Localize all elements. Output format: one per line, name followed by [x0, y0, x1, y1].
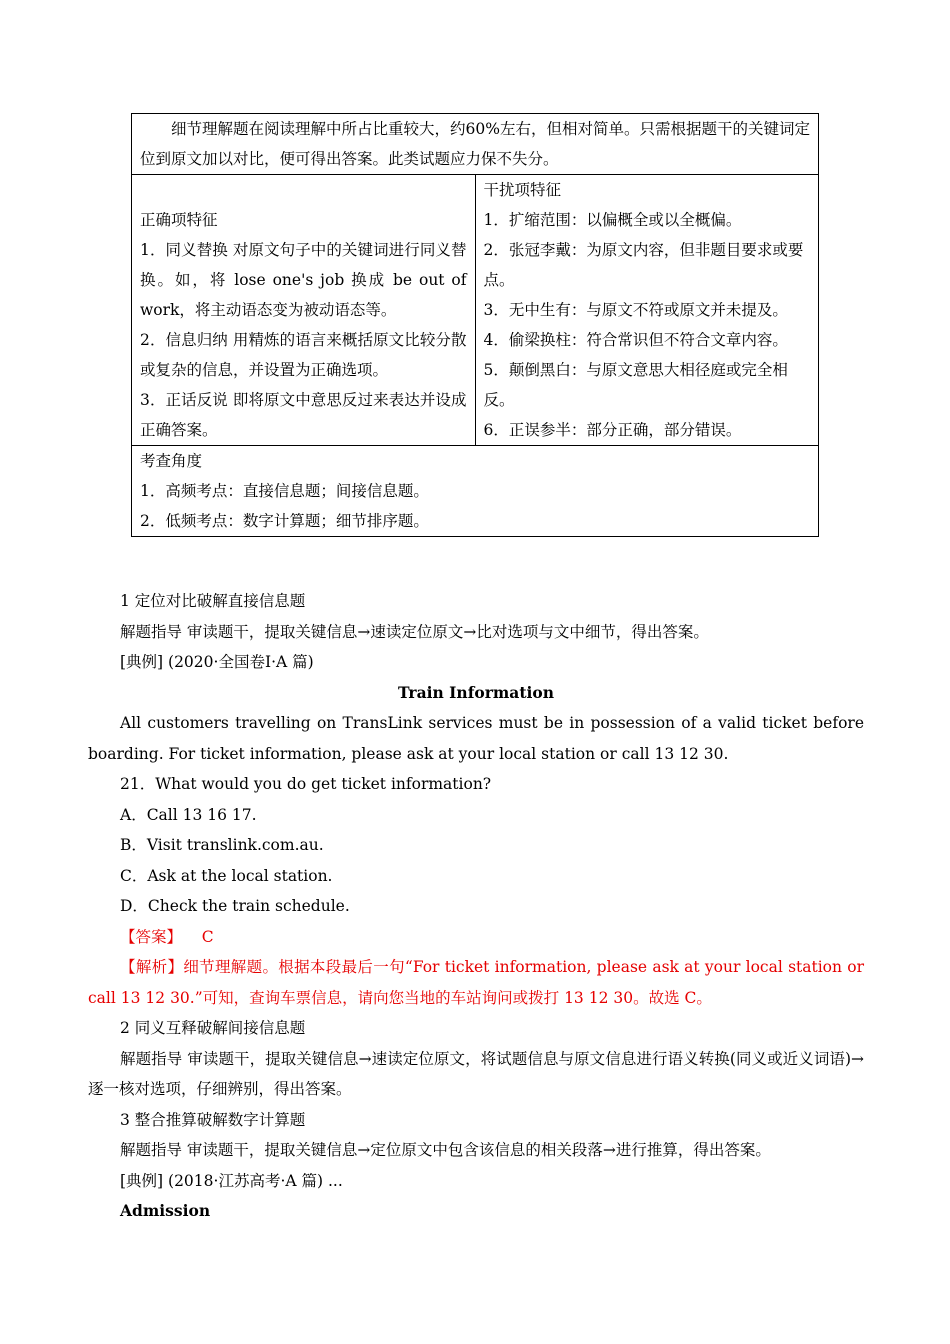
section3-example: [典例] (2018·江苏高考·A 篇) ...: [120, 1171, 343, 1190]
section2-guide: 解题指导 审读题干，提取关键信息→速读定位原文，将试题信息与原文信息进行语义转换(同义或近义词语)→逐一核对选项，仔细辨别，得出答案。: [88, 1049, 864, 1098]
main-text: [88, 586, 864, 1227]
analysis-text: 细节理解题。根据本段最后一句“For ticket information, please ask at your local station or call 13 12 30.”可知，查询车票信息，请向您当地的车站询问或拨打 13 12 30。故选 C。: [88, 958, 864, 1007]
section2-heading: 2 同义互释破解间接信息题: [120, 1019, 306, 1037]
distractor-item-2: 2．张冠李戴：为原文内容，但非题目要求或要点。: [483, 241, 804, 289]
summary-table: [131, 113, 819, 537]
passage-title-admission: [88, 1196, 864, 1227]
correct-item-2: 2．信息归纳 用精炼的语言来概括原文比较分散或复杂的信息，并设置为正确选项。: [140, 331, 467, 379]
angle-cell: [132, 446, 819, 537]
angle-item-1: 1．高频考点：直接信息题；间接信息题。: [140, 482, 429, 500]
answer-value: C: [201, 927, 214, 946]
intro-text: 细节理解题在阅读理解中所占比重较大，约60%左右，但相对简单。只需根据题干的关键词定位到原文加以对比，便可得出答案。此类试题应力保不失分。: [140, 120, 810, 168]
analysis-line: [88, 952, 864, 1013]
option-b: B．Visit translink.com.au.: [120, 836, 324, 854]
passage-title-train: Train Information: [398, 682, 554, 702]
distractor-cell: [475, 175, 818, 446]
distractor-item-1: 1．扩缩范围：以偏概全或以全概偏。: [483, 211, 742, 229]
option-d: D．Check the train schedule.: [120, 897, 350, 915]
correct-item-1: 1．同义替换 对原文句子中的关键词进行同义替换。如，将 lose one's job 换成 be out of work，将主动语态变为被动语态等。: [140, 241, 467, 319]
section1-heading: 1 定位对比破解直接信息题: [120, 592, 306, 610]
passage-train: All customers travelling on TransLink services must be in possession of a valid ticket before boarding. For ticket information, please ask at your local station or call 13 12 30.: [88, 714, 864, 763]
correct-item-3: 3．正话反说 即将原文中意思反过来表达并设成正确答案。: [140, 391, 467, 439]
option-a: A．Call 13 16 17.: [120, 805, 257, 824]
section3-heading: 3 整合推算破解数字计算题: [120, 1110, 306, 1129]
angle-item-2: 2．低频考点：数字计算题；细节排序题。: [140, 512, 429, 530]
distractor-title: 干扰项特征: [483, 181, 562, 199]
section1-example: [典例] (2020·全国卷Ⅰ·A 篇): [120, 653, 314, 671]
distractor-item-5: 5．颠倒黑白：与原文意思大相径庭或完全相反。: [483, 361, 788, 409]
section1-guide: 解题指导 审读题干，提取关键信息→速读定位原文→比对选项与文中细节，得出答案。: [120, 622, 709, 641]
intro-cell: [132, 114, 819, 175]
section3-guide: 解题指导 审读题干，提取关键信息→定位原文中包含该信息的相关段落→进行推算，得出答案。: [120, 1141, 771, 1159]
analysis-label: 【解析】: [120, 958, 184, 976]
distractor-item-3: 3．无中生有：与原文不符或原文并未提及。: [483, 301, 788, 319]
correct-title: 正确项特征: [140, 211, 218, 229]
distractor-item-4: 4．偷梁换柱：符合常识但不符合文章内容。: [483, 331, 788, 349]
admission-title-text: Admission: [120, 1201, 211, 1220]
option-c: C．Ask at the local station.: [120, 866, 333, 885]
question-21: 21．What would you do get ticket information?: [120, 775, 492, 793]
distractor-item-6: 6．正误参半：部分正确，部分错误。: [483, 421, 742, 439]
correct-option-cell: [132, 175, 476, 446]
answer-label: 【答案】: [120, 927, 183, 946]
answer-line: [88, 922, 864, 953]
angle-title: 考查角度: [140, 452, 203, 470]
